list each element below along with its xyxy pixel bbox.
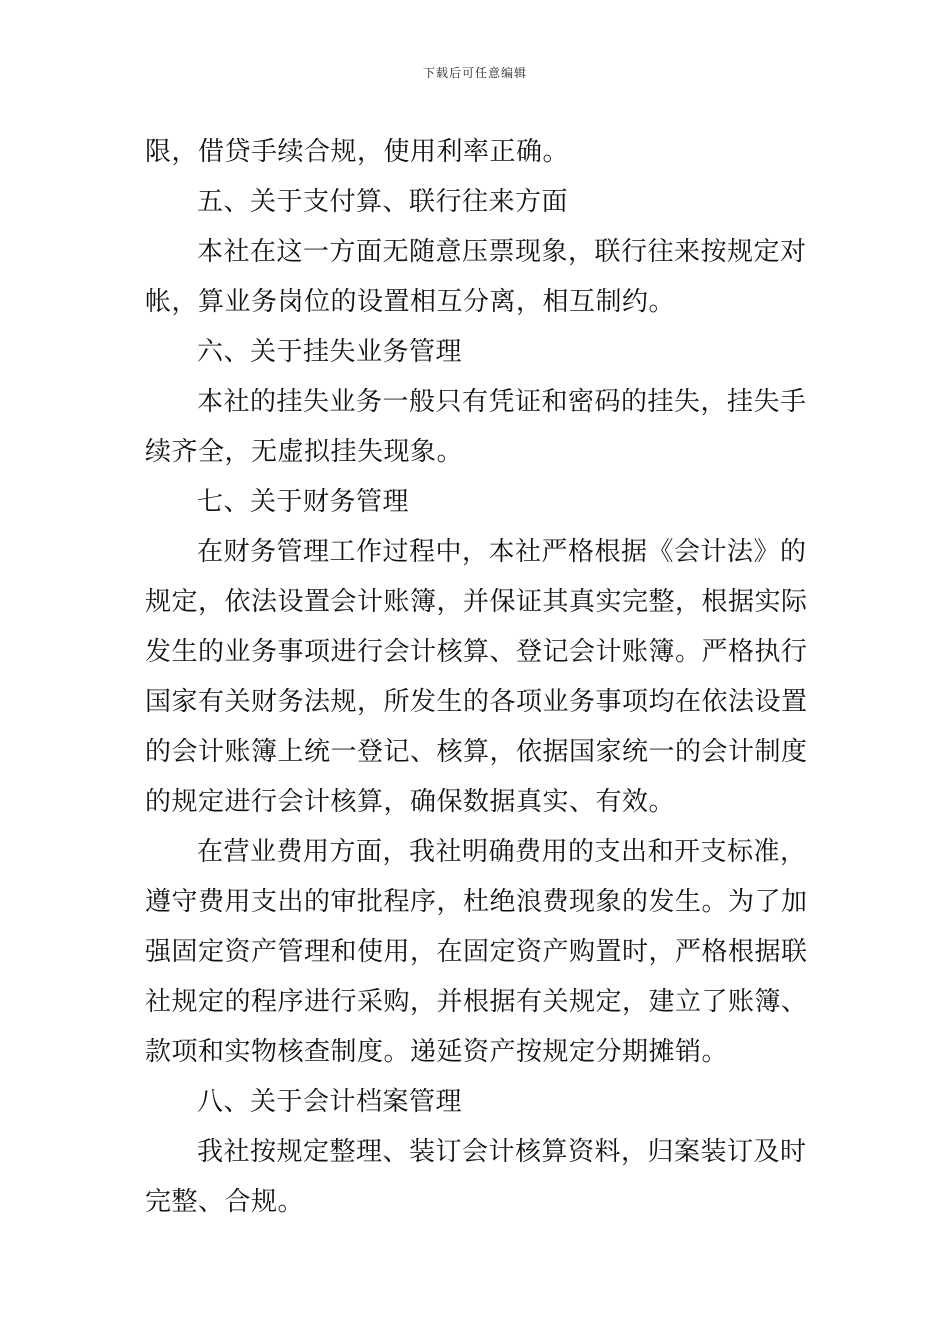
text-line: 本社的挂失业务一般只有凭证和密码的挂失，挂失手 bbox=[197, 387, 807, 417]
text-line: 的规定进行会计核算，确保数据真实、有效。 bbox=[145, 787, 676, 817]
text-line: 帐，算业务岗位的设置相互分离，相互制约。 bbox=[145, 287, 676, 317]
text-line: 八、关于会计档案管理 bbox=[197, 1087, 463, 1117]
text-line: 完整、合规。 bbox=[145, 1187, 305, 1217]
text-line: 的会计账簿上统一登记、核算，依据国家统一的会计制度 bbox=[145, 737, 808, 767]
text-line: 发生的业务事项进行会计核算、登记会计账簿。严格执行 bbox=[145, 637, 808, 667]
text-line: 国家有关财务法规，所发生的各项业务事项均在依法设置 bbox=[145, 687, 808, 717]
text-line: 款项和实物核查制度。递延资产按规定分期摊销。 bbox=[145, 1037, 729, 1067]
text-line: 七、关于财务管理 bbox=[197, 487, 410, 517]
text-line: 五、关于支付算、联行往来方面 bbox=[197, 187, 569, 217]
text-line: 在财务管理工作过程中，本社严格根据《会计法》的 bbox=[197, 537, 807, 567]
page-header: 下载后可任意编辑 bbox=[422, 66, 527, 80]
text-line: 社规定的程序进行采购，并根据有关规定，建立了账簿、 bbox=[145, 987, 808, 1017]
text-line: 续齐全，无虚拟挂失现象。 bbox=[145, 437, 464, 467]
text-line: 遵守费用支出的审批程序，杜绝浪费现象的发生。为了加 bbox=[145, 887, 808, 917]
text-line: 在营业费用方面，我社明确费用的支出和开支标准， bbox=[197, 837, 807, 867]
text-line: 强固定资产管理和使用，在固定资产购置时，严格根据联 bbox=[145, 937, 808, 967]
text-line: 规定，依法设置会计账簿，并保证其真实完整，根据实际 bbox=[145, 587, 808, 617]
text-line: 本社在这一方面无随意压票现象，联行往来按规定对 bbox=[197, 237, 807, 267]
text-line: 限，借贷手续合规，使用利率正确。 bbox=[145, 137, 570, 167]
document-body bbox=[145, 127, 810, 1227]
text-line: 我社按规定整理、装订会计核算资料，归案装订及时 bbox=[197, 1137, 807, 1167]
text-line: 六、关于挂失业务管理 bbox=[197, 337, 463, 367]
